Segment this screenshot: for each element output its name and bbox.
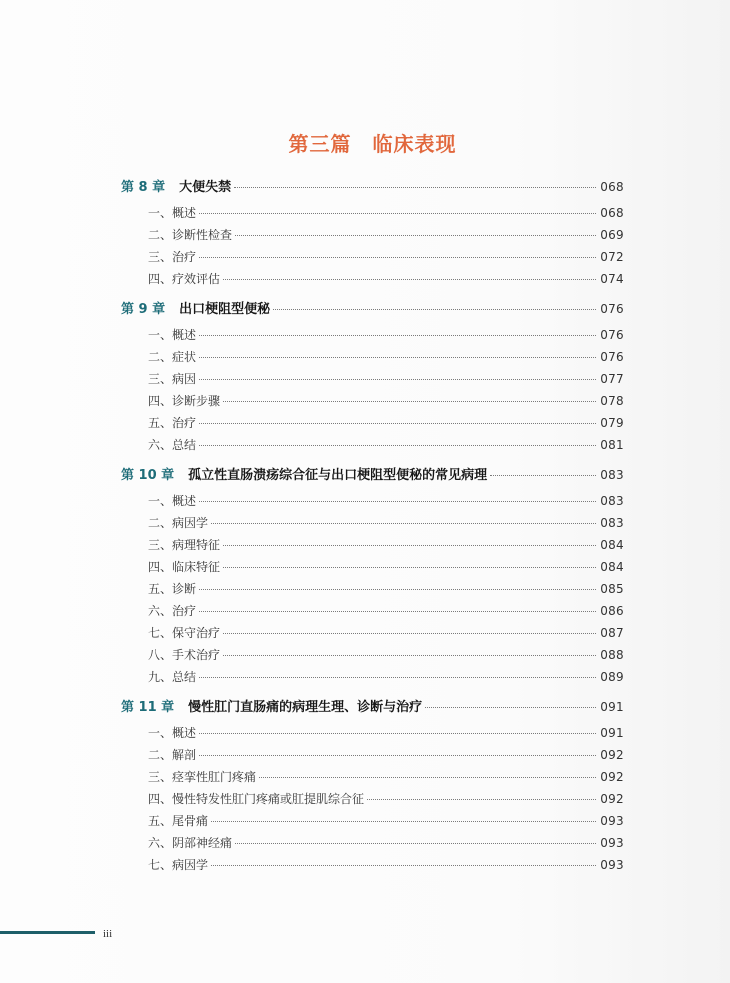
section-label: 三、痉挛性肛门疼痛 xyxy=(148,770,257,784)
section-label: 八、手术治疗 xyxy=(148,648,221,662)
dot-leader xyxy=(425,707,596,708)
section-page-number: 084 xyxy=(600,560,624,574)
chapter-row xyxy=(121,694,624,722)
section-row xyxy=(121,622,624,644)
section-label: 六、阴部神经痛 xyxy=(148,836,233,850)
dot-leader xyxy=(211,865,596,866)
section-row xyxy=(121,666,624,688)
dot-leader xyxy=(199,589,596,590)
chapter-9 xyxy=(121,296,624,456)
table-of-contents xyxy=(121,174,624,876)
section-label: 三、病因 xyxy=(148,372,197,386)
dot-leader xyxy=(199,611,596,612)
section-label: 二、诊断性检查 xyxy=(148,228,233,242)
section-page-number: 076 xyxy=(600,328,624,342)
section-page-number: 078 xyxy=(600,394,624,408)
section-page-number: 072 xyxy=(600,250,624,264)
section-page-number: 093 xyxy=(600,858,624,872)
section-row xyxy=(121,534,624,556)
section-page-number: 092 xyxy=(600,792,624,806)
section-page-number: 083 xyxy=(600,494,624,508)
chapter-11 xyxy=(121,694,624,876)
section-row xyxy=(121,324,624,346)
chapter-title: 慢性肛门直肠痛的病理生理、诊断与治疗 xyxy=(188,700,423,715)
section-row xyxy=(121,412,624,434)
section-page-number: 093 xyxy=(600,836,624,850)
section-label: 五、尾骨痛 xyxy=(148,814,209,828)
section-page-number: 088 xyxy=(600,648,624,662)
section-label: 七、病因学 xyxy=(148,858,209,872)
footer-page-number: iii xyxy=(103,928,113,940)
section-page-number: 079 xyxy=(600,416,624,430)
section-row xyxy=(121,246,624,268)
dot-leader xyxy=(199,379,596,380)
section-page-number: 077 xyxy=(600,372,624,386)
dot-leader xyxy=(223,655,596,656)
chapter-label: 第 10 章 xyxy=(121,468,175,483)
section-label: 一、概述 xyxy=(148,206,197,220)
section-label: 二、症状 xyxy=(148,350,197,364)
section-label: 五、诊断 xyxy=(148,582,197,596)
chapter-row xyxy=(121,462,624,490)
dot-leader xyxy=(223,567,596,568)
dot-leader xyxy=(490,475,596,476)
dot-leader xyxy=(234,187,596,188)
section-row xyxy=(121,390,624,412)
section-row xyxy=(121,744,624,766)
dot-leader xyxy=(223,401,596,402)
dot-leader xyxy=(199,445,596,446)
section-row xyxy=(121,766,624,788)
chapter-10 xyxy=(121,462,624,688)
chapter-title: 孤立性直肠溃疡综合征与出口梗阻型便秘的常见病理 xyxy=(188,468,488,483)
section-row xyxy=(121,600,624,622)
dot-leader xyxy=(223,279,596,280)
section-label: 九、总结 xyxy=(148,670,197,684)
section-page-number: 087 xyxy=(600,626,624,640)
section-page-number: 091 xyxy=(600,726,624,740)
dot-leader xyxy=(199,257,596,258)
section-label: 一、概述 xyxy=(148,328,197,342)
part-title: 第三篇 临床表现 xyxy=(288,132,457,156)
section-page-number: 081 xyxy=(600,438,624,452)
dot-leader xyxy=(259,777,596,778)
section-label: 四、诊断步骤 xyxy=(148,394,221,408)
section-row xyxy=(121,368,624,390)
section-row xyxy=(121,556,624,578)
section-row xyxy=(121,854,624,876)
section-label: 七、保守治疗 xyxy=(148,626,221,640)
section-label: 三、病理特征 xyxy=(148,538,221,552)
section-row xyxy=(121,224,624,246)
section-page-number: 092 xyxy=(600,770,624,784)
dot-leader xyxy=(235,843,596,844)
section-label: 三、治疗 xyxy=(148,250,197,264)
section-row xyxy=(121,832,624,854)
dot-leader xyxy=(211,821,596,822)
dot-leader xyxy=(223,633,596,634)
section-row xyxy=(121,268,624,290)
dot-leader xyxy=(273,309,596,310)
section-page-number: 069 xyxy=(600,228,624,242)
section-page-number: 074 xyxy=(600,272,624,286)
chapter-page-number: 091 xyxy=(600,700,624,714)
chapter-label: 第 11 章 xyxy=(121,700,175,715)
dot-leader xyxy=(199,213,596,214)
section-label: 四、慢性特发性肛门疼痛或肛提肌综合征 xyxy=(148,792,365,806)
section-label: 五、治疗 xyxy=(148,416,197,430)
dot-leader xyxy=(223,545,596,546)
footer-accent-bar xyxy=(0,931,95,934)
dot-leader xyxy=(199,501,596,502)
dot-leader xyxy=(199,733,596,734)
section-page-number: 086 xyxy=(600,604,624,618)
section-page-number: 076 xyxy=(600,350,624,364)
chapter-label: 第 9 章 xyxy=(121,302,166,317)
section-page-number: 085 xyxy=(600,582,624,596)
dot-leader xyxy=(199,677,596,678)
chapter-title: 大便失禁 xyxy=(179,180,232,195)
chapter-row xyxy=(121,296,624,324)
dot-leader xyxy=(211,523,596,524)
chapter-title: 出口梗阻型便秘 xyxy=(179,302,271,317)
section-label: 一、概述 xyxy=(148,494,197,508)
dot-leader xyxy=(199,423,596,424)
section-page-number: 084 xyxy=(600,538,624,552)
section-label: 一、概述 xyxy=(148,726,197,740)
dot-leader xyxy=(199,335,596,336)
chapter-label: 第 8 章 xyxy=(121,180,166,195)
section-row xyxy=(121,202,624,224)
section-label: 四、临床特征 xyxy=(148,560,221,574)
chapter-page-number: 076 xyxy=(600,302,624,316)
dot-leader xyxy=(367,799,596,800)
section-row xyxy=(121,346,624,368)
section-row xyxy=(121,810,624,832)
dot-leader xyxy=(235,235,596,236)
chapter-8 xyxy=(121,174,624,290)
section-page-number: 068 xyxy=(600,206,624,220)
chapter-row xyxy=(121,174,624,202)
section-page-number: 093 xyxy=(600,814,624,828)
section-page-number: 089 xyxy=(600,670,624,684)
section-page-number: 083 xyxy=(600,516,624,530)
section-page-number: 092 xyxy=(600,748,624,762)
section-row xyxy=(121,788,624,810)
chapter-page-number: 083 xyxy=(600,468,624,482)
section-label: 四、疗效评估 xyxy=(148,272,221,286)
section-label: 六、治疗 xyxy=(148,604,197,618)
section-row xyxy=(121,434,624,456)
dot-leader xyxy=(199,755,596,756)
section-row xyxy=(121,578,624,600)
chapter-page-number: 068 xyxy=(600,180,624,194)
section-label: 二、解剖 xyxy=(148,748,197,762)
section-label: 二、病因学 xyxy=(148,516,209,530)
section-row xyxy=(121,512,624,534)
section-row xyxy=(121,722,624,744)
dot-leader xyxy=(199,357,596,358)
section-row xyxy=(121,644,624,666)
section-row xyxy=(121,490,624,512)
section-label: 六、总结 xyxy=(148,438,197,452)
